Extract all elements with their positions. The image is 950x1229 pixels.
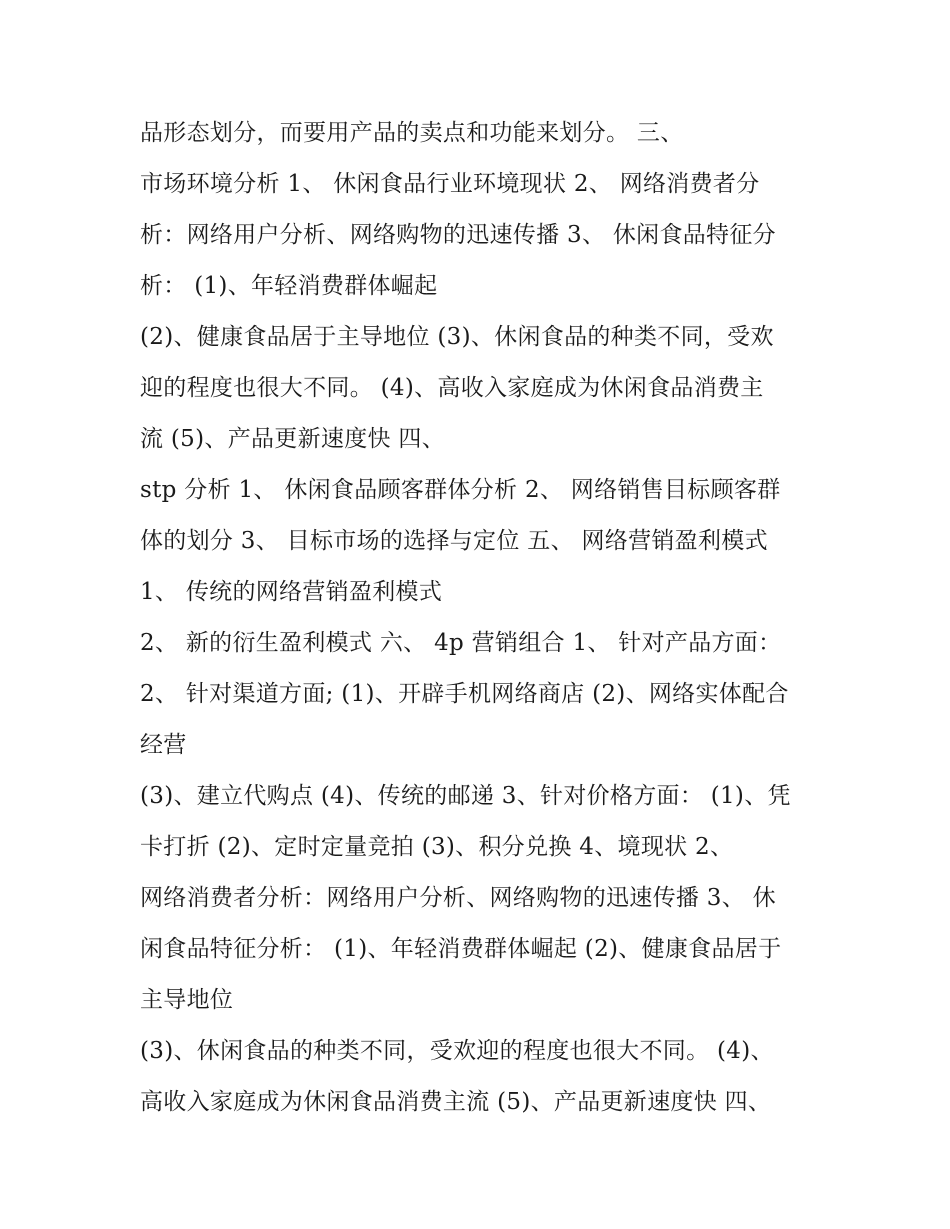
text-line: 卡打折 (2)、定时定量竞拍 (3)、积分兑换 4、境现状 2、 (140, 834, 734, 860)
text-line: 闲食品特征分析： (1)、年轻消费群体崛起 (2)、健康食品居于 (140, 936, 782, 962)
text-line: (3)、建立代购点 (4)、传统的邮递 3、针对价格方面： (1)、凭 (140, 783, 791, 809)
text-line: 2、 针对渠道方面; (1)、开辟手机网络商店 (2)、网络实体配合 (140, 681, 789, 707)
text-line: 高收入家庭成为休闲食品消费主流 (5)、产品更新速度快 四、 (140, 1089, 772, 1115)
text-line: 析： (1)、年轻消费群体崛起 (140, 273, 438, 299)
text-line: 迎的程度也很大不同。 (4)、高收入家庭成为休闲食品消费主 (140, 375, 764, 401)
text-line: 主导地位 (140, 987, 234, 1013)
text-line: (2)、健康食品居于主导地位 (3)、休闲食品的种类不同，受欢 (140, 324, 774, 350)
text-line: 析：网络用户分析、网络购物的迅速传播 3、 休闲食品特征分 (140, 222, 776, 248)
text-line: 2、 新的衍生盈利模式 六、 4p 营销组合 1、 针对产品方面： (140, 630, 782, 656)
text-line: 品形态划分，而要用产品的卖点和功能来划分。 三、 (140, 120, 684, 146)
text-line: 体的划分 3、 目标市场的选择与定位 五、 网络营销盈利模式 (140, 528, 768, 554)
text-line: 经营 (140, 732, 187, 758)
text-line: 市场环境分析 1、 休闲食品行业环境现状 2、 网络消费者分 (140, 171, 760, 197)
text-line: stp 分析 1、 休闲食品顾客群体分析 2、 网络销售目标顾客群 (140, 477, 781, 503)
text-line: (3)、休闲食品的种类不同，受欢迎的程度也很大不同。 (4)、 (140, 1038, 774, 1064)
body-text (140, 108, 820, 1128)
text-line: 网络消费者分析：网络用户分析、网络购物的迅速传播 3、 休 (140, 885, 776, 911)
text-line: 流 (5)、产品更新速度快 四、 (140, 426, 446, 452)
text-line: 1、 传统的网络营销盈利模式 (140, 579, 443, 605)
